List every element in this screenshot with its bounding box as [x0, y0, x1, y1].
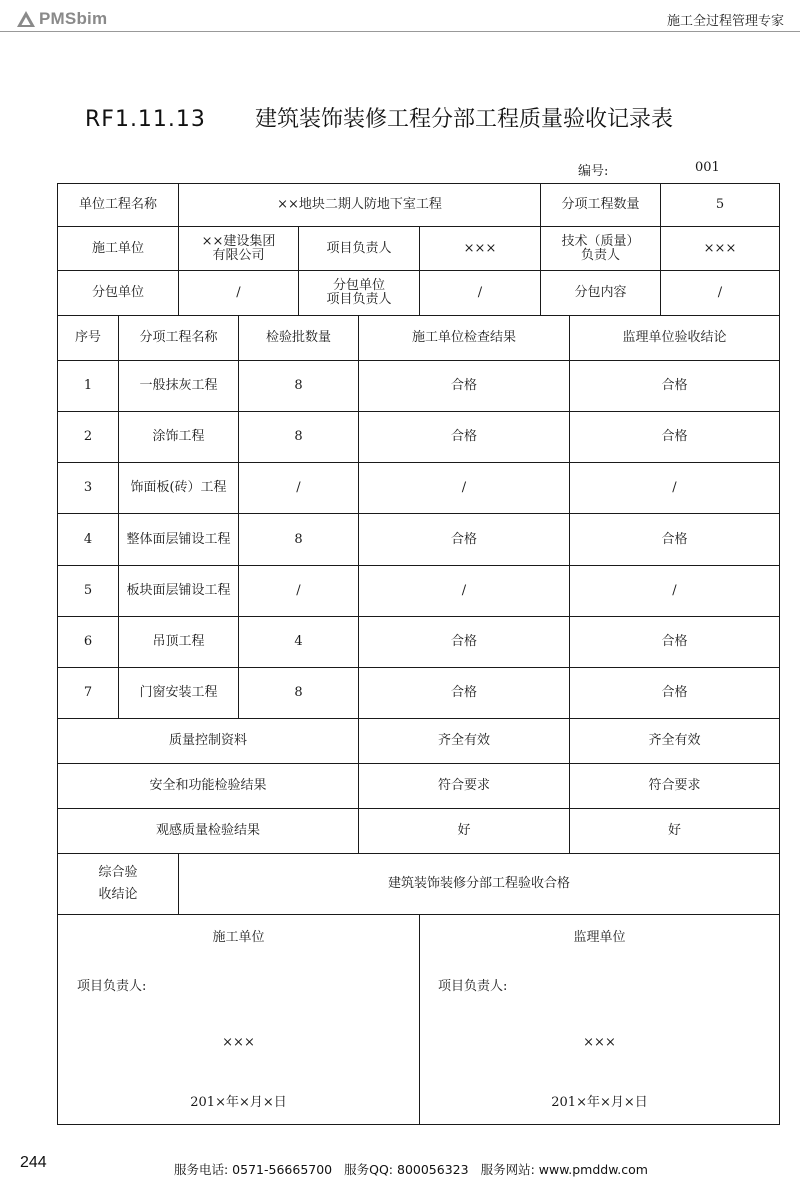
footer-contact	[174, 1160, 656, 1178]
row-construction-result: 合格	[450, 531, 477, 547]
tech-manager-label-line2: 负责人	[580, 247, 620, 263]
subcontractor-value: /	[236, 285, 241, 300]
construction-sign-date: 201×年×月×日	[190, 1095, 287, 1110]
pms-logo-icon	[16, 10, 36, 28]
supervision-pm-label: 项目负责人:	[438, 979, 508, 994]
document-code: RF1.11.13	[85, 107, 206, 132]
row-index: 1	[83, 378, 93, 393]
summary-construction-result: 齐全有效	[437, 733, 490, 748]
footer-qq: 服务QQ: 800056323	[344, 1162, 469, 1177]
brand-logo	[16, 8, 107, 30]
row-index: 7	[83, 685, 93, 700]
row-construction-result: /	[461, 480, 467, 495]
col-header-supervision-conclusion: 监理单位验收结论	[622, 330, 727, 345]
row-construction-result: 合格	[450, 429, 477, 444]
page-title	[85, 102, 673, 133]
footer-phone: 服务电话: 0571-56665700	[174, 1162, 333, 1177]
summary-item-label: 观感质量检验结果	[155, 823, 260, 838]
row-batch-count: 8	[294, 685, 303, 700]
row-sub-item-name: 一般抹灰工程	[139, 378, 218, 393]
summary-supervision-conclusion: 好	[667, 823, 681, 838]
row-sub-item-name: 门窗安装工程	[139, 685, 218, 700]
row-batch-count: /	[296, 583, 301, 598]
document-number-label: 编号:	[578, 164, 609, 179]
summary-supervision-conclusion: 符合要求	[648, 778, 701, 793]
sub-item-count-label: 分项工程数量	[561, 197, 640, 212]
row-sub-item-name: 整体面层铺设工程	[126, 531, 231, 547]
conclusion-label-line1: 综合验	[98, 865, 138, 880]
row-batch-count: 4	[294, 634, 303, 649]
sub-item-count-value: 5	[715, 197, 725, 212]
row-supervision-conclusion: 合格	[661, 429, 688, 444]
row-construction-result: 合格	[450, 685, 477, 700]
construction-unit-value	[179, 227, 298, 270]
row-supervision-conclusion: 合格	[661, 378, 688, 393]
brand-name: PMSbim	[39, 9, 108, 28]
col-header-sub-item-name: 分项工程名称	[139, 330, 218, 345]
row-index: 5	[83, 583, 93, 598]
row-supervision-conclusion: /	[672, 480, 677, 495]
conclusion-label	[58, 854, 178, 914]
row-batch-count: 8	[294, 429, 303, 444]
footer-website: 服务网站: www.pmddw.com	[480, 1162, 648, 1177]
row-batch-count: 8	[294, 531, 303, 547]
summary-supervision-conclusion: 齐全有效	[648, 733, 701, 748]
brand-tagline: 施工全过程管理专家	[666, 14, 784, 29]
conclusion-value: 建筑装饰装修分部工程验收合格	[387, 876, 570, 891]
sub-pm-label	[299, 271, 419, 315]
row-supervision-conclusion: /	[672, 583, 677, 598]
row-batch-count: /	[296, 480, 301, 495]
tech-manager-label-line1: 技术（质量）	[561, 233, 640, 249]
construction-pm-name: ×××	[222, 1035, 255, 1050]
summary-construction-result: 符合要求	[437, 778, 490, 793]
row-construction-result: 合格	[450, 378, 477, 393]
row-supervision-conclusion: 合格	[661, 685, 688, 700]
col-header-index: 序号	[74, 330, 101, 345]
row-batch-count: 8	[294, 378, 303, 393]
sub-pm-value: /	[477, 285, 483, 300]
construction-unit-value-line2: 有限公司	[212, 247, 265, 263]
row-index: 3	[83, 480, 93, 495]
row-supervision-conclusion: 合格	[661, 634, 688, 649]
row-sub-item-name: 涂饰工程	[152, 429, 205, 444]
supervision-pm-name: ×××	[583, 1035, 616, 1050]
row-sub-item-name: 板块面层铺设工程	[126, 583, 231, 598]
project-manager-value: ×××	[463, 240, 497, 256]
document-title: 建筑装饰装修工程分部工程质量验收记录表	[255, 107, 674, 132]
supervision-unit-signature-title: 监理单位	[573, 930, 626, 945]
row-index: 2	[83, 429, 93, 444]
summary-item-label: 质量控制资料	[168, 733, 247, 748]
summary-construction-result: 好	[457, 823, 471, 838]
col-header-batch-count: 检验批数量	[265, 330, 331, 345]
page-number: 244	[20, 1154, 47, 1171]
tech-manager-value: ×××	[703, 240, 737, 256]
project-manager-label: 项目负责人	[326, 240, 392, 256]
sub-pm-label-line1: 分包单位	[332, 278, 385, 293]
construction-unit-value-line1: ××建设集团	[201, 233, 276, 249]
document-number-value: 001	[695, 160, 720, 175]
row-construction-result: /	[461, 583, 467, 598]
header-divider	[0, 31, 800, 32]
row-sub-item-name: 吊顶工程	[152, 634, 205, 649]
row-index: 4	[83, 531, 93, 547]
col-header-construction-result: 施工单位检查结果	[411, 330, 516, 345]
construction-unit-label: 施工单位	[91, 240, 144, 256]
construction-pm-label: 项目负责人:	[77, 979, 147, 994]
conclusion-label-line2: 收结论	[98, 887, 138, 902]
tech-manager-label	[541, 227, 660, 270]
subcontractor-label: 分包单位	[91, 285, 144, 300]
row-sub-item-name: 饰面板(砖）工程	[130, 480, 227, 495]
row-index: 6	[83, 634, 93, 649]
supervision-sign-date: 201×年×月×日	[551, 1095, 648, 1110]
summary-item-label: 安全和功能检验结果	[149, 778, 267, 793]
row-construction-result: 合格	[450, 634, 477, 649]
row-supervision-conclusion: 合格	[661, 531, 688, 547]
unit-project-value: ××地块二期人防地下室工程	[277, 197, 442, 212]
unit-project-label: 单位工程名称	[78, 197, 157, 212]
construction-unit-signature-title: 施工单位	[212, 930, 265, 945]
sub-content-label: 分包内容	[574, 285, 627, 300]
sub-content-value: /	[717, 285, 723, 300]
sub-pm-label-line2: 项目负责人	[326, 292, 392, 307]
